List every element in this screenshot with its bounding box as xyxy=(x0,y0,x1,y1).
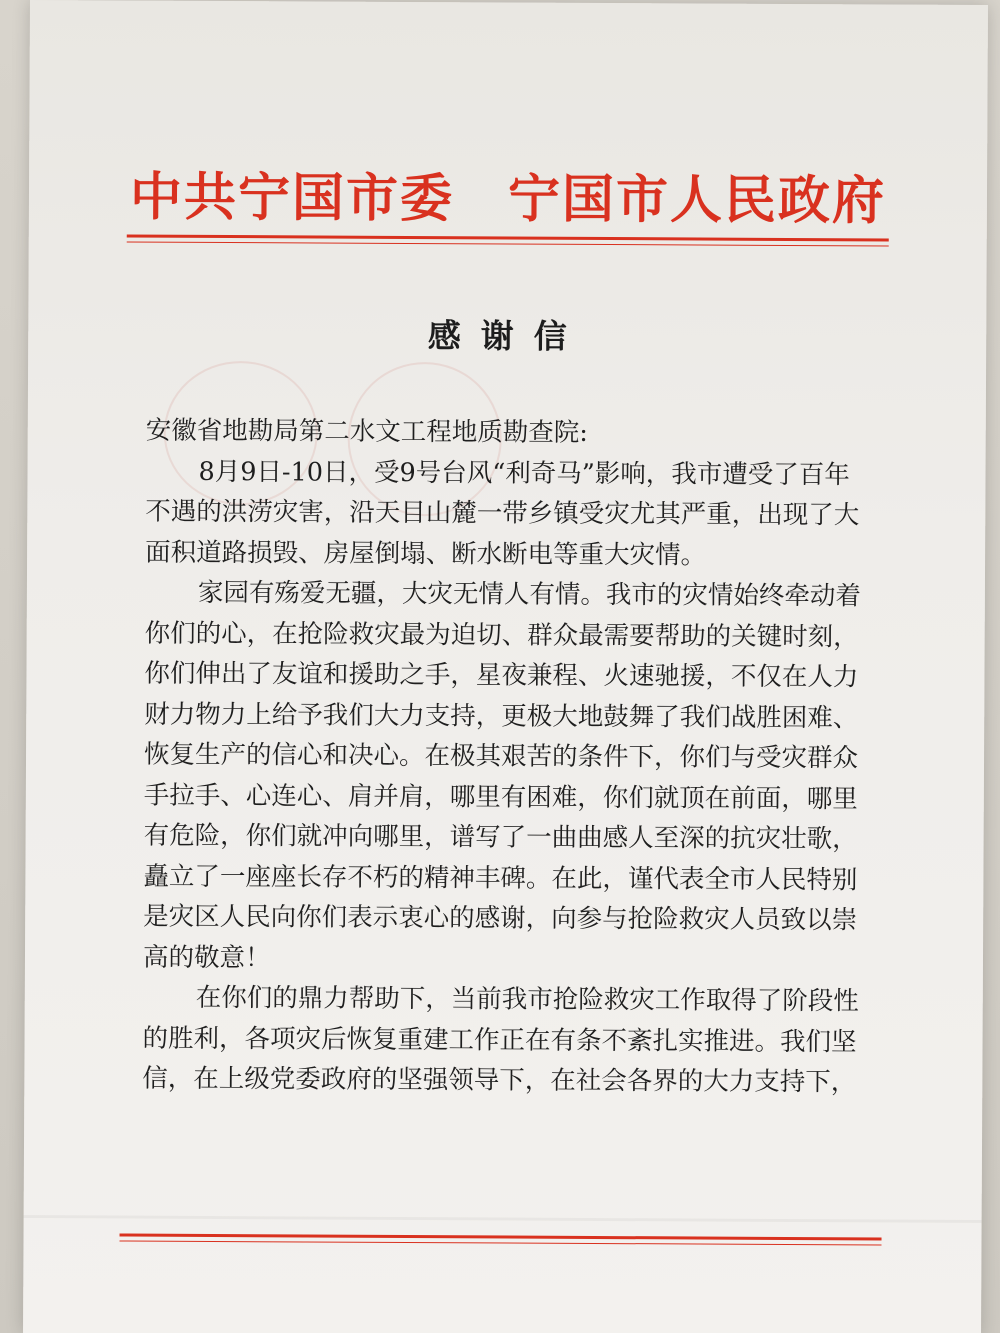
body-line: 矗立了一座座长存不朽的精神丰碑。在此，谨代表全市人民特别 xyxy=(143,861,858,895)
body-line: 在你们的鼎力帮助下，当前我市抢险救灾工作取得了阶段性 xyxy=(195,982,859,1017)
body-line: 面积道路损毁、房屋倒塌、断水断电等重大灾情。 xyxy=(145,537,707,571)
body-line: 有危险，你们就冲向哪里，谱写了一曲曲感人至深的抗灾壮歌， xyxy=(143,820,858,855)
body-line: 家园有殇爱无疆，大灾无情人有情。我市的灾情始终牵动着 xyxy=(197,577,861,612)
body-line: 的胜利，各项灾后恢复重建工作正在有条不紊扎实推进。我们坚 xyxy=(142,1023,857,1057)
letter-body xyxy=(142,411,906,1103)
body-line: 财力物力上给予我们大力支持，更极大地鼓舞了我们战胜困难、 xyxy=(144,699,859,733)
body-line: 是灾区人民向你们表示衷心的感谢，向参与抢险救灾人员致以崇 xyxy=(143,901,858,936)
body-line: 手拉手、心连心、肩并肩，哪里有困难，你们就顶在前面，哪里 xyxy=(143,780,858,814)
footer-rule xyxy=(120,1233,882,1245)
body-line: 8月9日-10日，受9号台风“利奇马”影响，我市遭受了百年 xyxy=(198,456,850,490)
letterhead-top-rule xyxy=(127,235,889,247)
body-line: 你们伸出了友谊和援助之手，星夜兼程、火速驰援，不仅在人力 xyxy=(144,658,859,693)
body-line: 信，在上级党委政府的坚强领导下，在社会各界的大力支持下， xyxy=(142,1063,857,1098)
paper-fold xyxy=(24,1215,982,1223)
letter-sheet xyxy=(23,0,988,1333)
body-line: 高的敬意！ xyxy=(142,942,271,973)
salutation: 安徽省地勘局第二水文工程地质勘查院: xyxy=(145,415,588,448)
letterhead-title: 中共宁国市委 宁国市人民政府 xyxy=(129,166,887,232)
body-line: 不遇的洪涝灾害，沿天目山麓一带乡镇受灾尤其严重，出现了大 xyxy=(145,496,860,531)
body-line: 你们的心，在抢险救灾最为迫切、群众最需要帮助的关键时刻， xyxy=(144,618,859,652)
body-line: 恢复生产的信心和决心。在极其艰苦的条件下，你们与受灾群众 xyxy=(143,739,859,774)
letter-title: 感谢信 xyxy=(427,316,587,356)
